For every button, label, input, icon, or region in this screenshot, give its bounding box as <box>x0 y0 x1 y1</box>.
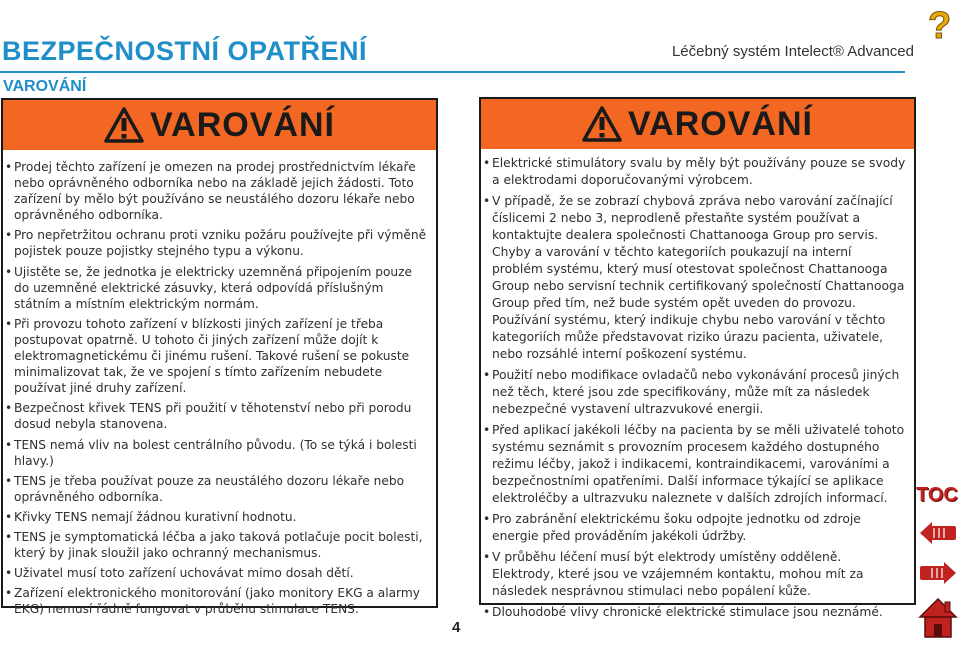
toc-link[interactable]: TOC <box>916 484 958 506</box>
list-item: • Pro nepřetržitou ochranu proti vzniku požáru používejte při výměně pojistek pouze pojistky stejného typu a výkonu. <box>14 227 428 259</box>
page-title: BEZPEČNOSTNÍ OPATŘENÍ <box>2 36 368 66</box>
warning-box-left <box>1 98 438 617</box>
svg-text:?: ? <box>928 5 952 46</box>
page-number: 4 <box>452 619 461 636</box>
section-title: VAROVÁNÍ <box>3 78 87 95</box>
warning-list <box>3 150 436 617</box>
list-item: • Pro zabránění elektrickému šoku odpojte jednotku od zdroje energie před prováděním jakékoli údržby. <box>492 511 906 545</box>
warning-banner <box>481 99 914 149</box>
warning-banner-label: VAROVÁNÍ <box>628 104 813 143</box>
warning-list <box>481 149 914 621</box>
forward-arrow-icon[interactable] <box>918 560 958 586</box>
warning-triangle-icon <box>104 107 144 143</box>
list-item: • Před aplikací jakékoli léčby na pacienta by se měli uživatelé tohoto systému seznámit s provozním procesem každého dostupného režimu léčby, jakož i indikacemi, kontraindikacemi, varováními a bezpečnostními opatřeními. Další informace týkající se aplikace elektroléčby a ultrazvuku naleznete v dalších zdrojích informací. <box>492 422 906 507</box>
warning-banner <box>3 100 436 150</box>
list-item: • Zařízení elektronického monitorování (jako monitory EKG a alarmy EKG) nemusí řádně fungovat v průběhu stimulace TENS. <box>14 585 428 617</box>
back-arrow-icon[interactable] <box>918 520 958 546</box>
header-divider <box>0 71 905 73</box>
warning-box-right <box>479 97 916 619</box>
help-icon[interactable] <box>926 4 956 46</box>
list-item: • TENS je symptomatická léčba a jako taková potlačuje pocit bolesti, který by jinak sloužil jako ochranný mechanismus. <box>14 529 428 561</box>
list-item: • Při provozu tohoto zařízení v blízkosti jiných zařízení je třeba postupovat opatrně. U tohoto či jiných zařízení může dojít k elektromagnetickému či jinému rušení. Takové rušení se pokuste minimalizovat tak, že ve spojení s tímto zařízením nebudete používat jiné druhy zařízení. <box>14 316 428 396</box>
warning-banner-label: VAROVÁNÍ <box>150 105 335 144</box>
list-item: • Elektrické stimulátory svalu by měly být používány pouze se svody a elektrodami doporučovanými výrobcem. <box>492 155 906 189</box>
home-icon[interactable] <box>918 595 958 641</box>
list-item: • Křivky TENS nemají žádnou kurativní hodnotu. <box>14 509 428 525</box>
list-item: • V případě, že se zobrazí chybová zpráva nebo varování začínající číslicemi 2 nebo 3, neprodleně přestaňte systém používat a kontaktujte dealera společnosti Chattanooga Group pro servis. Chyby a varování v těchto kategoriích poukazují na interní problém systému, který musí otestovat společnost Chattanooga Group nebo servisní technik certifikovaný společností Chattanooga Group před tím, než bude systém opět uveden do provozu. Používání systému, který indikuje chybu nebo varování v těchto kategoriích může představovat riziko úrazu pacienta, uživatele, nebo rozsáhlé interní poškození systému. <box>492 193 906 363</box>
warning-triangle-icon <box>582 106 622 142</box>
list-item: • Uživatel musí toto zařízení uchovávat mimo dosah dětí. <box>14 565 428 581</box>
product-name: Léčebný systém Intelect® Advanced <box>671 43 914 60</box>
list-item: • Ujistěte se, že jednotka je elektricky uzemněná připojením pouze do uzemněné elektrické zásuvky, která odpovídá příslušným státním a místním elektrickým normám. <box>14 264 428 312</box>
list-item: • Prodej těchto zařízení je omezen na prodej prostřednictvím lékaře nebo oprávněného odborníka nebo na základě jejich žádosti. Toto zařízení by mělo být používáno se neustálého dozoru lékaře nebo oprávněného odborníka. <box>14 159 428 223</box>
list-item: • V průběhu léčení musí být elektrody umístěny odděleně. Elektrody, které jsou ve vzájemném kontaktu, mohou mít za následek nesprávnou stimulaci nebo popálení kůže. <box>492 549 906 600</box>
list-item: • Dlouhodobé vlivy chronické elektrické stimulace jsou neznámé. <box>492 604 906 621</box>
list-item: • Použití nebo modifikace ovladačů nebo vykonávání procesů jiných než těch, které jsou zde specifikovány, může mít za následek nebezpečné vystavení ultrazvukové energii. <box>492 367 906 418</box>
list-item: • TENS nemá vliv na bolest centrálního původu. (To se týká i bolesti hlavy.) <box>14 437 428 469</box>
list-item: • Bezpečnost křivek TENS při použití v těhotenství nebo při porodu dosud nebyla stanovena. <box>14 400 428 432</box>
list-item: • TENS je třeba používat pouze za neustálého dozoru lékaře nebo oprávněného odborníka. <box>14 473 428 505</box>
